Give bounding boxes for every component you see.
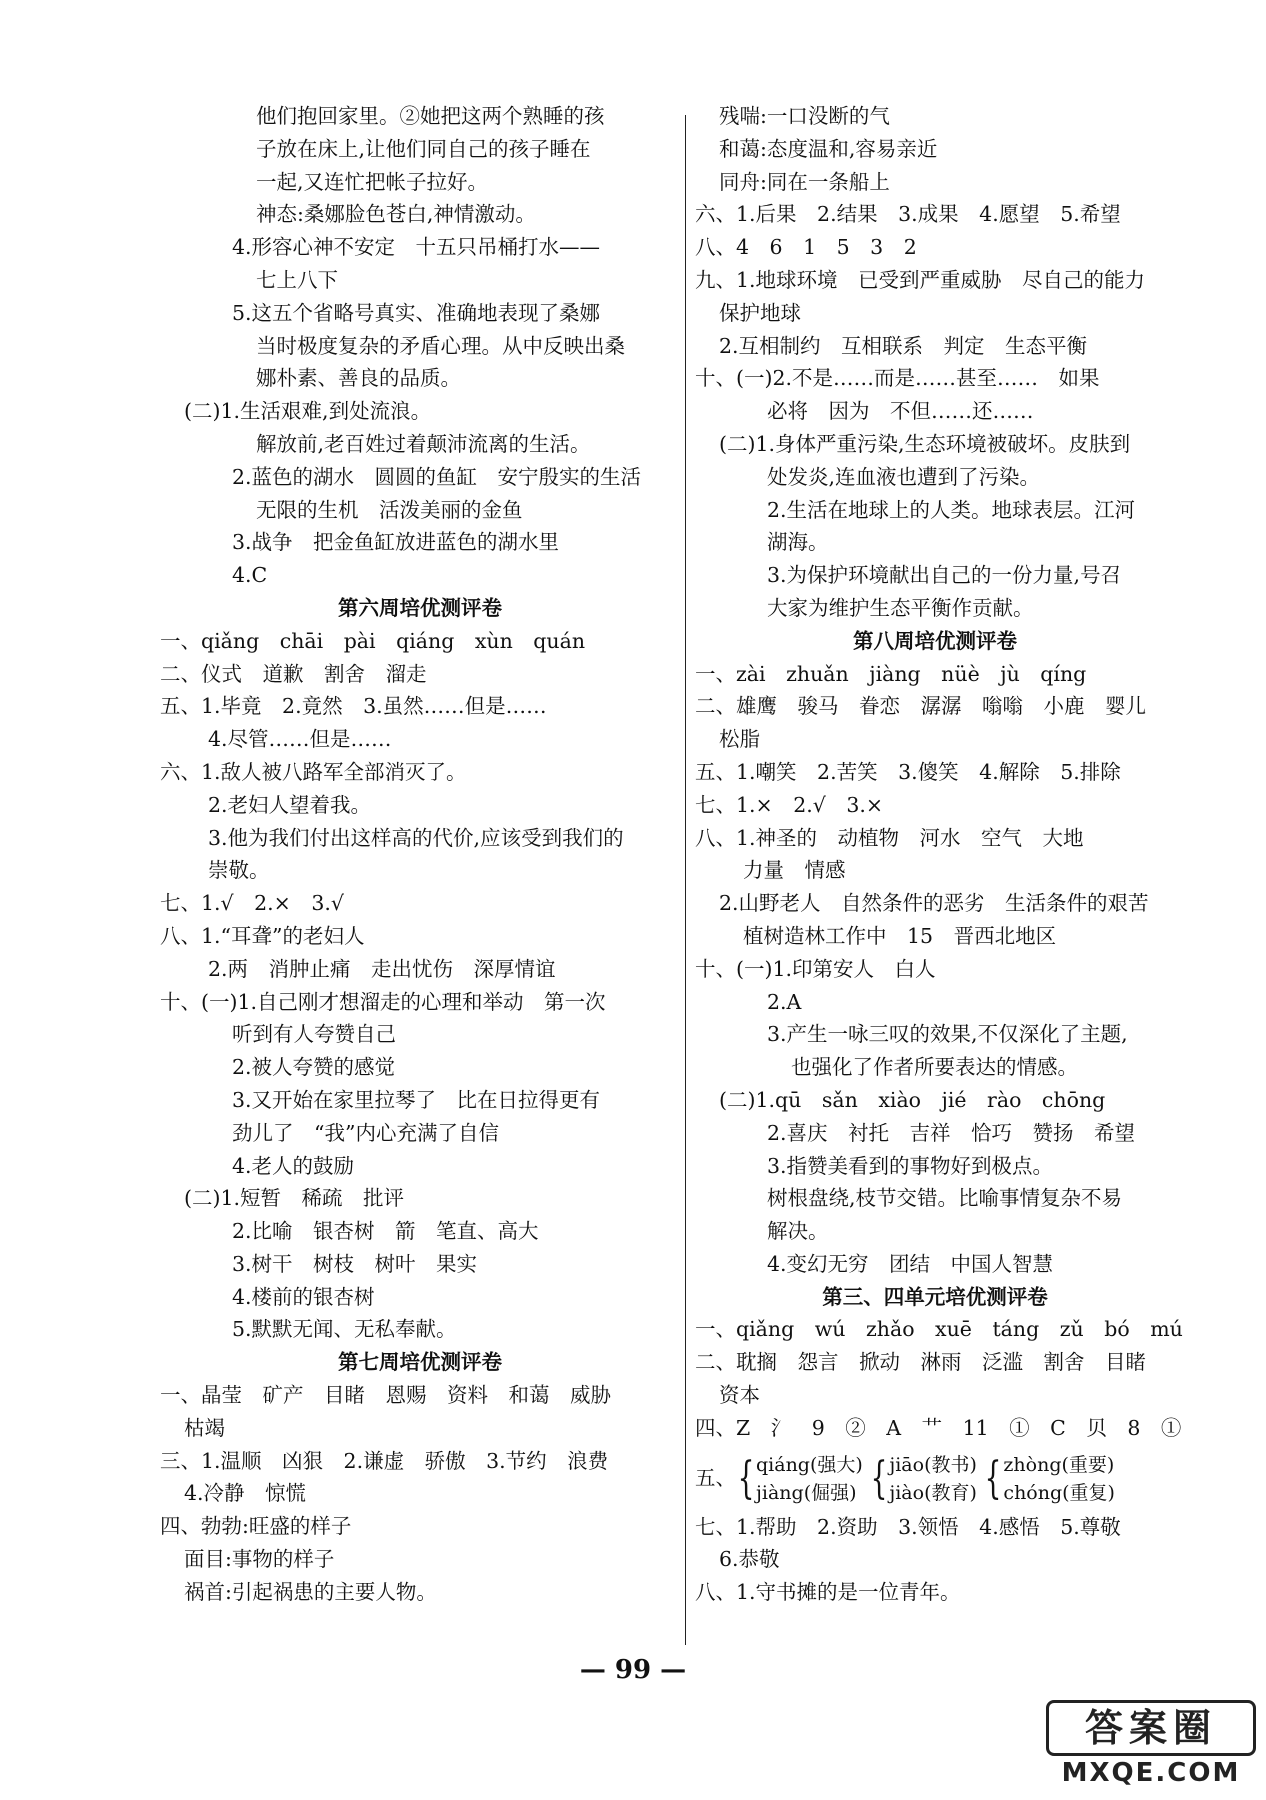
answer-row-five-polyphones — [695, 1445, 1175, 1511]
answer-line: 植树造林工作中 15 晋西北地区 — [743, 923, 1057, 948]
answer-line: 2.山野老人 自然条件的恶劣 生活条件的艰苦 — [719, 891, 1149, 916]
answer-line: 七、1.√ 2.× 3.√ — [160, 891, 344, 916]
right-column — [695, 100, 1183, 1609]
answer-line: 二、雄鹰 骏马 眷恋 潺潺 嗡嗡 小鹿 婴儿 — [695, 694, 1146, 719]
answer-line: 七上八下 — [256, 267, 338, 292]
answer-line: 4.变幻无穷 团结 中国人智慧 — [767, 1251, 1054, 1276]
answer-line: 四、Z 氵 9 ② A 艹 11 ① C 贝 8 ① — [695, 1415, 1182, 1440]
answer-line: 子放在床上,让他们同自己的孩子睡在 — [256, 136, 591, 161]
answer-line: 3.他为我们付出这样高的代价,应该受到我们的 — [208, 825, 624, 850]
answer-line: 一、zài zhuǎn jiàng nüè jù qíng — [695, 661, 1087, 686]
section-heading: 第三、四单元培优测评卷 — [822, 1284, 1048, 1309]
answer-line: 2.生活在地球上的人类。地球表层。江河 — [767, 497, 1136, 522]
answer-line: 五、1.毕竟 2.竟然 3.虽然……但是…… — [160, 694, 547, 719]
polyphone-3b: chóng(重复) — [1003, 1482, 1115, 1505]
section-heading: 第六周培优测评卷 — [338, 595, 502, 620]
answer-line: 5.这五个省略号真实、准确地表现了桑娜 — [232, 300, 601, 325]
answer-line: (二)1.短暂 稀疏 批评 — [184, 1186, 405, 1211]
answer-line: 同舟:同在一条船上 — [719, 169, 890, 194]
polyphone-group-3 — [1003, 1451, 1115, 1507]
answer-line: 2.蓝色的湖水 圆圆的鱼缸 安宁殷实的生活 — [232, 464, 642, 489]
answer-line: (二)1.身体严重污染,生态环境被破坏。皮肤到 — [719, 431, 1131, 456]
answer-line: 残喘:一口没断的气 — [719, 104, 890, 128]
answer-line: 2.A — [767, 989, 802, 1014]
answer-line: 枯竭 — [184, 1415, 225, 1440]
answer-line: 4.C — [232, 563, 268, 588]
answer-line: 八、1.神圣的 动植物 河水 空气 大地 — [695, 825, 1084, 850]
answer-line: 他们抱回家里。②她把这两个熟睡的孩 — [256, 104, 605, 128]
answer-line: 当时极度复杂的矛盾心理。从中反映出桑 — [256, 333, 625, 358]
answer-line: 七、1.× 2.√ 3.× — [695, 792, 884, 817]
answer-line: 4.形容心神不安定 十五只吊桶打水—— — [232, 235, 601, 260]
answer-line: 保护地球 — [719, 300, 801, 325]
answer-line: 八、1.“耳聋”的老妇人 — [160, 923, 365, 948]
answer-line: 树根盘绕,枝节交错。比喻事情复杂不易 — [767, 1186, 1123, 1211]
answer-line: 六、1.后果 2.结果 3.成果 4.愿望 5.希望 — [695, 202, 1121, 227]
answer-line: 2.喜庆 衬托 吉祥 恰巧 赞扬 希望 — [767, 1120, 1136, 1145]
column-divider — [685, 115, 686, 1645]
answer-line: 2.两 消肿止痛 走出忧伤 深厚情谊 — [208, 956, 556, 981]
page-number: — 99 — — [579, 1655, 687, 1685]
answer-line: 八、4 6 1 5 3 2 — [695, 235, 917, 260]
answer-line: 二、耽搁 怨言 掀动 淋雨 泛滥 割舍 目睹 — [695, 1350, 1146, 1375]
answer-line: 也强化了作者所要表达的情感。 — [791, 1055, 1078, 1080]
answer-line: 解决。 — [767, 1219, 829, 1244]
answer-line: 神态:桑娜脸色苍白,神情激动。 — [256, 202, 536, 227]
answer-line: 松脂 — [719, 727, 760, 752]
answer-line: 湖海。 — [767, 530, 829, 555]
answer-line: 无限的生机 活泼美丽的金鱼 — [256, 497, 523, 522]
answer-line: 3.产生一咏三叹的效果,不仅深化了主题, — [767, 1022, 1128, 1047]
five-label: 五、 — [695, 1465, 736, 1490]
answer-line: 2.互相制约 互相联系 判定 生态平衡 — [719, 333, 1088, 358]
answer-line: 三、1.温顺 凶狠 2.谦虚 骄傲 3.节约 浪费 — [160, 1448, 609, 1473]
answer-line: 和蔼:态度温和,容易亲近 — [719, 136, 938, 161]
answer-line: 3.树干 树枝 树叶 果实 — [232, 1251, 478, 1276]
answer-line: 面目:事物的样子 — [184, 1547, 335, 1572]
answer-line: 解放前,老百姓过着颠沛流离的生活。 — [256, 431, 591, 456]
polyphone-2b: jiào(教育) — [889, 1482, 977, 1505]
right-column-lower — [695, 1511, 1175, 1609]
answer-line: 2.比喻 银杏树 箭 笔直、高大 — [232, 1219, 539, 1244]
polyphone-1b: jiàng(倔强) — [756, 1482, 857, 1505]
answer-line: 十、(一)1.印第安人 白人 — [695, 956, 936, 981]
answer-line: 必将 因为 不但……还…… — [767, 399, 1034, 424]
answer-line: 五、1.嘲笑 2.苦笑 3.傻笑 4.解除 5.排除 — [695, 759, 1121, 784]
answer-line: 3.又开始在家里拉琴了 比在日拉得更有 — [232, 1087, 601, 1112]
answer-line: 七、1.帮助 2.资助 3.领悟 4.感悟 5.尊敬 — [695, 1514, 1121, 1539]
answer-line: 6.恭敬 — [719, 1547, 780, 1572]
answer-line: 资本 — [719, 1383, 760, 1408]
answer-line: 5.默默无闻、无私奉献。 — [232, 1317, 457, 1342]
answer-line: 十、(一)2.不是……而是……甚至…… 如果 — [695, 366, 1100, 391]
answer-line: 4.老人的鼓励 — [232, 1153, 355, 1178]
polyphone-group-1 — [756, 1451, 863, 1507]
polyphone-group-2 — [889, 1451, 977, 1507]
answer-line: 九、1.地球环境 已受到严重威胁 尽自己的能力 — [695, 267, 1146, 292]
answer-line: 十、(一)1.自己刚才想溜走的心理和举动 第一次 — [160, 989, 606, 1014]
answer-line: 3.为保护环境献出自己的一份力量,号召 — [767, 563, 1122, 588]
answer-line: 大家为维护生态平衡作贡献。 — [767, 595, 1034, 620]
answer-line: 2.老妇人望着我。 — [208, 792, 372, 817]
answer-line: 4.尽管……但是…… — [208, 727, 392, 752]
watermark-url: MXQE.COM — [1061, 1758, 1241, 1788]
section-heading: 第八周培优测评卷 — [853, 628, 1017, 653]
polyphone-3a: zhòng(重要) — [1003, 1454, 1115, 1477]
answer-line: 祸首:引起祸患的主要人物。 — [184, 1579, 437, 1604]
answer-line: 3.指赞美看到的事物好到极点。 — [767, 1153, 1054, 1178]
answer-line: 一起,又连忙把帐子拉好。 — [256, 169, 489, 194]
answer-line: (二)1.生活艰难,到处流浪。 — [184, 399, 432, 424]
brace-2: { — [870, 1453, 888, 1505]
brace-3: { — [985, 1453, 1002, 1505]
answer-line: 八、1.守书摊的是一位青年。 — [695, 1580, 961, 1605]
answer-line: 一、qiǎng chāi pài qiáng xùn quán — [160, 628, 586, 653]
polyphone-1a: qiáng(强大) — [756, 1454, 863, 1477]
watermark-logo — [1046, 1700, 1256, 1790]
polyphone-2a: jiāo(教书) — [889, 1454, 977, 1477]
answer-line: 劲儿了 “我”内心充满了自信 — [232, 1120, 499, 1145]
answer-line: 娜朴素、善良的品质。 — [256, 366, 461, 391]
brace-1: { — [737, 1453, 755, 1505]
answer-line: 2.被人夸赞的感觉 — [232, 1055, 396, 1080]
answer-line: 崇敬。 — [208, 858, 270, 883]
answer-line: 一、qiǎng wú zhǎo xuē táng zǔ bó mú — [695, 1317, 1183, 1342]
answer-line: 二、仪式 道歉 割舍 溜走 — [160, 661, 427, 686]
left-column — [160, 100, 680, 1609]
right-column-upper — [695, 100, 1183, 1445]
answer-line: 一、晶莹 矿产 目睹 恩赐 资料 和蔼 威胁 — [160, 1383, 611, 1408]
answer-line: 四、勃勃:旺盛的样子 — [160, 1514, 352, 1539]
watermark-text: 答案圈 — [1046, 1700, 1256, 1756]
answer-line: 六、1.敌人被八路军全部消灭了。 — [160, 759, 467, 784]
answer-line: 力量 情感 — [743, 858, 846, 883]
answer-line: 4.楼前的银杏树 — [232, 1284, 375, 1309]
answer-line: 4.冷静 惊慌 — [184, 1481, 307, 1506]
section-heading: 第七周培优测评卷 — [338, 1350, 502, 1375]
answer-line: 听到有人夸赞自己 — [232, 1022, 396, 1047]
answer-line: 处发炎,连血液也遭到了污染。 — [767, 464, 1041, 489]
answer-line: 3.战争 把金鱼缸放进蓝色的湖水里 — [232, 530, 560, 555]
answer-line: (二)1.qū sǎn xiào jié rào chōng — [719, 1087, 1106, 1112]
